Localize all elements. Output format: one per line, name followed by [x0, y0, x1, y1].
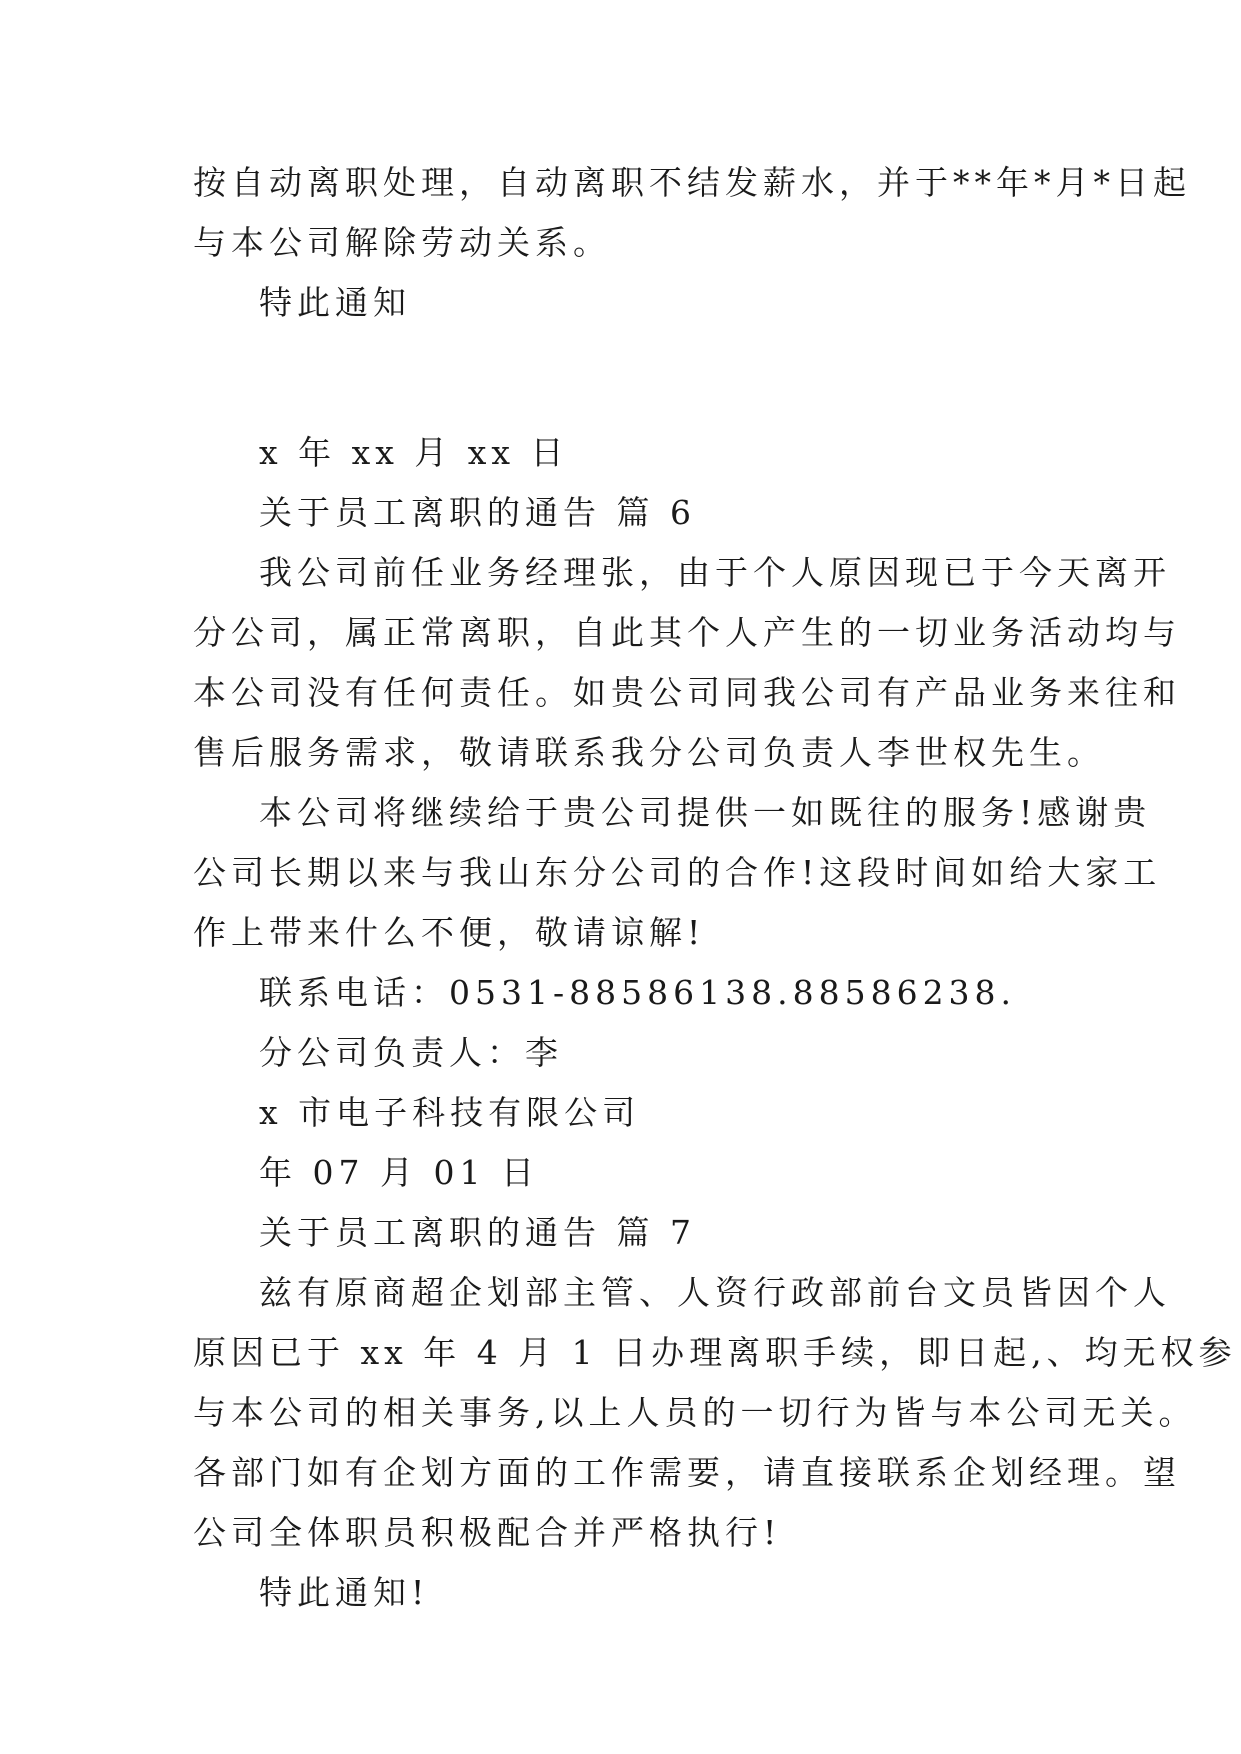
branch-manager: 分公司负责人：李 [259, 1033, 563, 1072]
text-line: 公司全体职员积极配合并严格执行! [193, 1513, 782, 1552]
text-line: 分公司，属正常离职，自此其个人产生的一切业务活动均与 [193, 613, 1181, 652]
text-line: 与本公司的相关事务,以上人员的一切行为皆与本公司无关。 [193, 1393, 1197, 1432]
text-line: 公司长期以来与我山东分公司的合作!这段时间如给大家工 [193, 853, 1162, 892]
text-line: 作上带来什么不便，敬请谅解! [193, 913, 706, 952]
section-heading: 关于员工离职的通告 篇 7 [259, 1213, 696, 1252]
document-body [193, 153, 1237, 1623]
contact-phone: 联系电话：0531-88586138.88586238. [259, 973, 1017, 1012]
text-line: 本公司没有任何责任。如贵公司同我公司有产品业务来往和 [193, 673, 1181, 712]
text-line: 原因已于 xx 年 4 月 1 日办理离职手续，即日起,、均无权参 [193, 1333, 1237, 1372]
date-line: 年 07 月 01 日 [259, 1153, 539, 1192]
text-line: 与本公司解除劳动关系。 [193, 223, 611, 262]
notice-closing: 特此通知 [259, 283, 411, 322]
text-line: 本公司将继续给于贵公司提供一如既往的服务!感谢贵 [259, 793, 1152, 832]
company-name: x 市电子科技有限公司 [259, 1093, 641, 1132]
text-line: 我公司前任业务经理张，由于个人原因现已于今天离开 [259, 553, 1171, 592]
text-line: 售后服务需求，敬请联系我分公司负责人李世权先生。 [193, 733, 1105, 772]
section-heading: 关于员工离职的通告 篇 6 [259, 493, 696, 532]
text-line: 各部门如有企划方面的工作需要，请直接联系企划经理。望 [193, 1453, 1181, 1492]
text-line: 兹有原商超企划部主管、人资行政部前台文员皆因个人 [259, 1273, 1171, 1312]
text-line: 按自动离职处理，自动离职不结发薪水，并于**年*月*日起 [193, 163, 1191, 202]
blank-space [193, 333, 1059, 423]
date-line: x 年 xx 月 xx 日 [259, 433, 569, 472]
notice-closing: 特此通知! [259, 1573, 430, 1612]
